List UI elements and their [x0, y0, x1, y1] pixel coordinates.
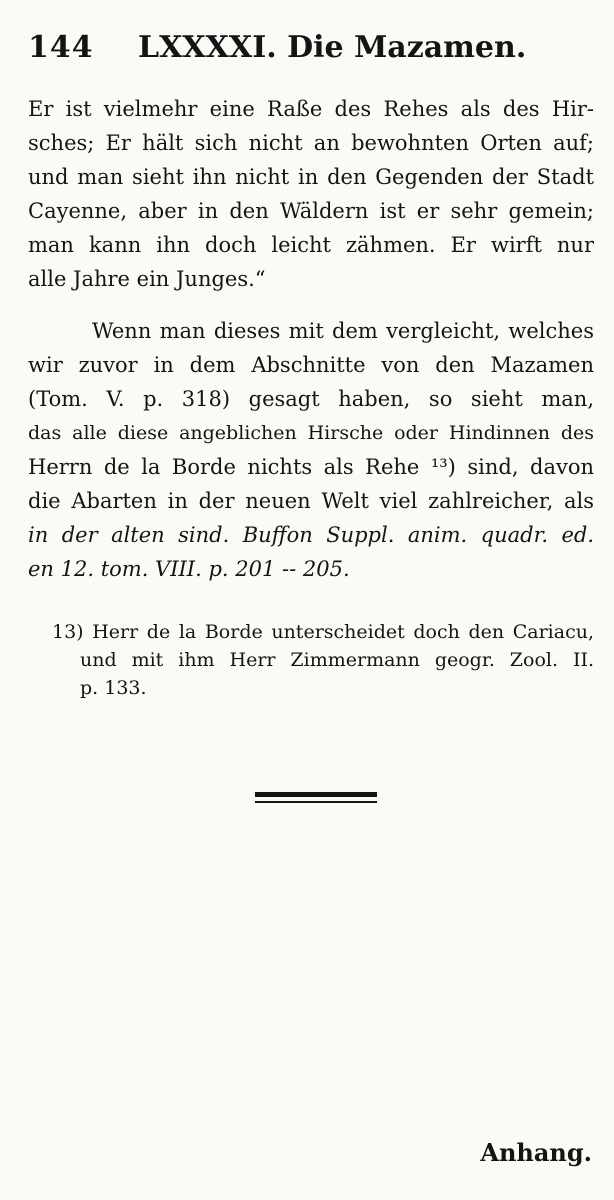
footnote-line-1: 13) Herr de la Borde unterscheidet doch den Cariacu,	[52, 621, 594, 643]
paragraph2-line-1: Wenn man dieses mit dem vergleicht, welches	[92, 319, 594, 343]
paragraph1-line-3: und man sieht ihn nicht in den Gegenden der Stadt	[28, 165, 594, 189]
paragraph2-line-3: (Tom. V. p. 318) gesagt haben, so sieht man,	[28, 387, 594, 411]
page-number: 144	[28, 30, 94, 65]
paragraph2-line-5: Herrn de la Borde nichts als Rehe ¹³) sind, davon	[28, 455, 594, 479]
paragraph1-line-4: Cayenne, aber in den Wäldern ist er sehr gemein;	[28, 199, 594, 223]
paragraph2-line-2: wir zuvor in dem Abschnitte von den Mazamen	[28, 353, 594, 377]
paragraph1-line-5: man kann ihn doch leicht zähmen. Er wirft nur	[28, 233, 594, 257]
paragraph2-line-6: die Abarten in der neuen Welt viel zahlreicher, als	[28, 489, 594, 513]
paragraph2-line-8: en 12. tom. VIII. p. 201 -- 205.	[28, 557, 350, 581]
paragraph1-line-1: Er ist vielmehr eine Raße des Rehes als des Hir-	[28, 97, 594, 121]
catchword: Anhang.	[480, 1138, 592, 1167]
paragraph2-line-7: in der alten sind. Buffon Suppl. anim. quadr. ed.	[28, 523, 594, 547]
paragraph2-line-4: das alle diese angeblichen Hirsche oder Hindinnen des	[28, 422, 594, 444]
footnote-line-2: und mit ihm Herr Zimmermann geogr. Zool. II.	[80, 649, 594, 671]
paragraph1-line-2: sches; Er hält sich nicht an bewohnten Orten auf;	[28, 131, 594, 155]
page-header	[28, 30, 598, 70]
section-divider-thin	[255, 801, 377, 803]
footnote-line-3: p. 133.	[80, 677, 147, 699]
running-title: LXXXXI. Die Mazamen.	[138, 30, 527, 65]
section-divider-thick	[255, 792, 377, 797]
paragraph1-line-6: alle Jahre ein Junges.“	[28, 267, 266, 291]
